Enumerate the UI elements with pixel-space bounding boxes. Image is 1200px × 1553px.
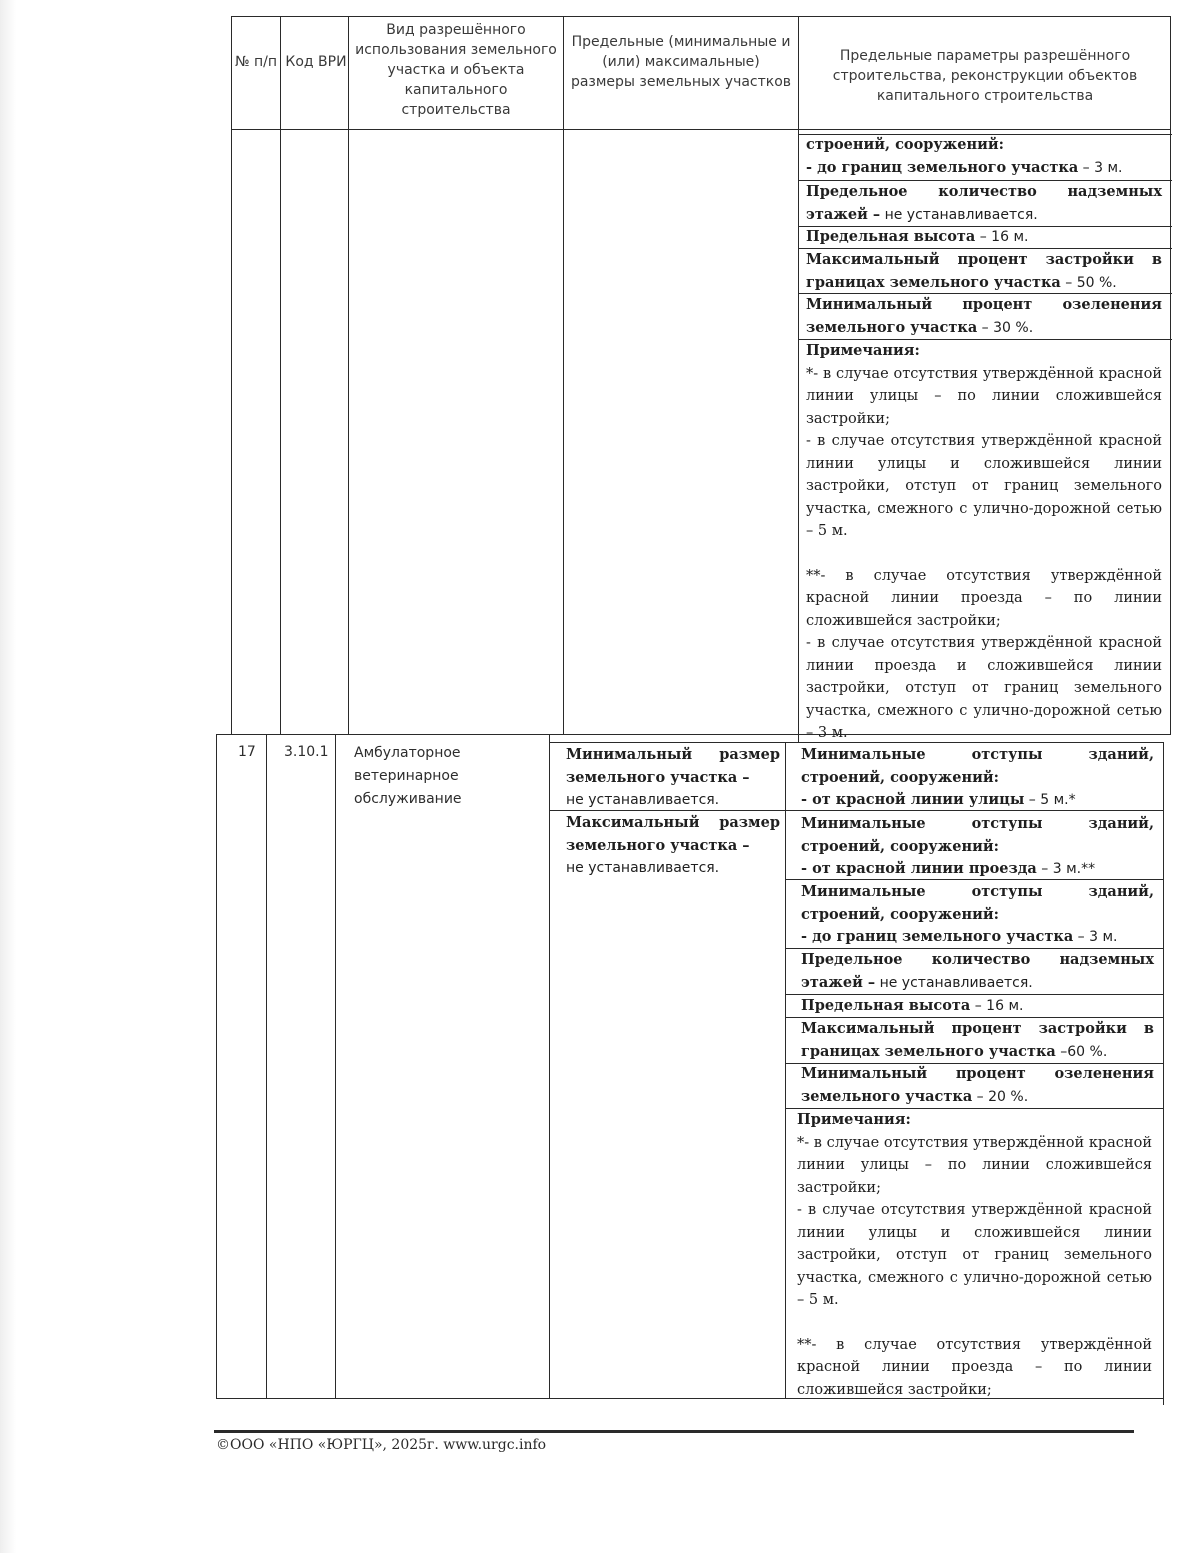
note-paragraph: *- в случае отсутствия утверждённой красной линии улицы – по линии сложившейся застройки; bbox=[806, 365, 1162, 427]
note-paragraph: - в случае отсутствия утверждённой красной линии улицы и сложившейся линии застройки, отступ от границ земельного участка, смежного с улично-дорожной сетью – 5 м. bbox=[806, 433, 1162, 539]
spacer bbox=[797, 1312, 1152, 1334]
param-label: Минимальный размер земельного участка – bbox=[566, 746, 780, 786]
height bbox=[801, 995, 1154, 1018]
grid-line bbox=[1163, 742, 1164, 1405]
param-value: – 30 %. bbox=[977, 319, 1034, 336]
footer-copyright: ©ООО «НПО «ЮРГЦ», 2025г. www.urgc.info bbox=[216, 1437, 547, 1453]
prev-coverage bbox=[806, 249, 1162, 294]
note-paragraph: *- в случае отсутствия утверждённой красной линии улицы – по линии сложившейся застройки; bbox=[797, 1134, 1152, 1196]
note-paragraph: **- в случае отсутствия утверждённой красной линии проезда – по линии сложившейся застройки; bbox=[797, 1336, 1152, 1398]
setback-passage bbox=[801, 813, 1154, 881]
header-use: Вид разрешённого использования земельного участка и объекта капитального строительства bbox=[355, 22, 557, 118]
grid-line bbox=[549, 734, 550, 1399]
param-value: – 3 м. bbox=[1073, 929, 1118, 945]
row-use: Амбулаторное ветеринарное обслуживание bbox=[354, 745, 462, 807]
note-paragraph: **- в случае отсутствия утверждённой красной линии проезда – по линии сложившейся застройки; bbox=[806, 567, 1162, 629]
grid-line bbox=[231, 129, 1171, 130]
setback-street bbox=[801, 744, 1154, 812]
param-label: Максимальный процент застройки в границах земельного участка bbox=[801, 1020, 1154, 1060]
param-value: не устанавливается. bbox=[875, 974, 1033, 991]
prev-height bbox=[806, 226, 1162, 249]
grid-line bbox=[798, 16, 799, 742]
greening bbox=[801, 1063, 1154, 1108]
grid-line bbox=[1170, 16, 1171, 734]
grid-line bbox=[785, 742, 786, 1399]
notes-title: Примечания: bbox=[797, 1111, 911, 1128]
param-value: – 20 %. bbox=[972, 1088, 1029, 1105]
grid-line bbox=[216, 734, 217, 1399]
prev-notes bbox=[806, 340, 1162, 745]
coverage bbox=[801, 1018, 1154, 1063]
param-value: не устанавливается. bbox=[880, 206, 1038, 223]
grid-line bbox=[563, 16, 564, 734]
max-size bbox=[566, 812, 780, 880]
param-value: не устанавливается. bbox=[566, 860, 720, 876]
param-label: Минимальный процент озеленения земельного участка bbox=[806, 296, 1162, 336]
prev-floors bbox=[806, 181, 1162, 226]
param-value: – 3 м.** bbox=[1036, 861, 1096, 877]
param-label: строений, сооружений: - до границ земельного участка bbox=[806, 136, 1079, 176]
header-num: № п/п bbox=[234, 54, 278, 70]
param-label: Предельное количество надземных этажей – bbox=[806, 183, 1162, 223]
note-paragraph: - в случае отсутствия утверждённой красной линии проезда и сложившейся линии застройки, отступ от границ земельного участка, смежного с улично-дорожной сетью – 3 м. bbox=[806, 635, 1162, 741]
grid-line bbox=[266, 734, 267, 1399]
notes-title: Примечания: bbox=[806, 342, 920, 359]
param-value: – 50 %. bbox=[1060, 274, 1117, 291]
param-label: Максимальный процент застройки в границах земельного участка bbox=[806, 251, 1162, 291]
param-value: – 16 м. bbox=[970, 998, 1024, 1014]
setback-boundary bbox=[801, 881, 1154, 949]
spacer bbox=[806, 543, 1162, 565]
param-value: не устанавливается. bbox=[566, 792, 720, 808]
param-value: –60 %. bbox=[1055, 1043, 1108, 1060]
prev-setback-boundary bbox=[806, 134, 1162, 179]
param-label: Минимальные отступы зданий, строений, сооружений: - от красной линии проезда bbox=[801, 815, 1154, 877]
param-label: Предельная высота bbox=[801, 997, 971, 1014]
header-code: Код ВРИ bbox=[285, 54, 347, 70]
param-label: Максимальный размер земельного участка – bbox=[566, 814, 780, 854]
grid-line bbox=[231, 16, 1171, 17]
param-label: Предельная высота bbox=[806, 228, 976, 245]
param-value: – 16 м. bbox=[975, 229, 1029, 245]
param-label: Минимальный процент озеленения земельного участка bbox=[801, 1065, 1154, 1105]
header-params: Предельные параметры разрешённого строительства, реконструкции объектов капитального строительства bbox=[832, 48, 1138, 104]
row-code: 3.10.1 bbox=[284, 744, 329, 760]
min-size bbox=[566, 744, 780, 812]
param-label: Минимальные отступы зданий, строений, сооружений: - до границ земельного участка bbox=[801, 883, 1154, 945]
floors bbox=[801, 949, 1154, 994]
grid-line bbox=[231, 16, 232, 734]
grid-line bbox=[335, 734, 336, 1399]
param-label: Минимальные отступы зданий, строений, сооружений: - от красной линии улицы bbox=[801, 746, 1154, 808]
grid-line bbox=[348, 16, 349, 734]
grid-line bbox=[280, 16, 281, 734]
param-value: – 3 м. bbox=[1078, 159, 1123, 176]
notes bbox=[797, 1109, 1152, 1401]
prev-greening bbox=[806, 294, 1162, 339]
note-paragraph: - в случае отсутствия утверждённой красной линии улицы и сложившейся линии застройки, отступ от границ земельного участка, смежного с улично-дорожной сетью – 5 м. bbox=[797, 1202, 1152, 1308]
header-sizes: Предельные (минимальные и (или) максимальные) размеры земельных участков bbox=[570, 34, 792, 90]
param-value: – 5 м.* bbox=[1024, 792, 1076, 808]
param-label: Предельное количество надземных этажей – bbox=[801, 951, 1154, 991]
footer-rule bbox=[214, 1430, 1134, 1433]
row-number: 17 bbox=[238, 744, 256, 760]
